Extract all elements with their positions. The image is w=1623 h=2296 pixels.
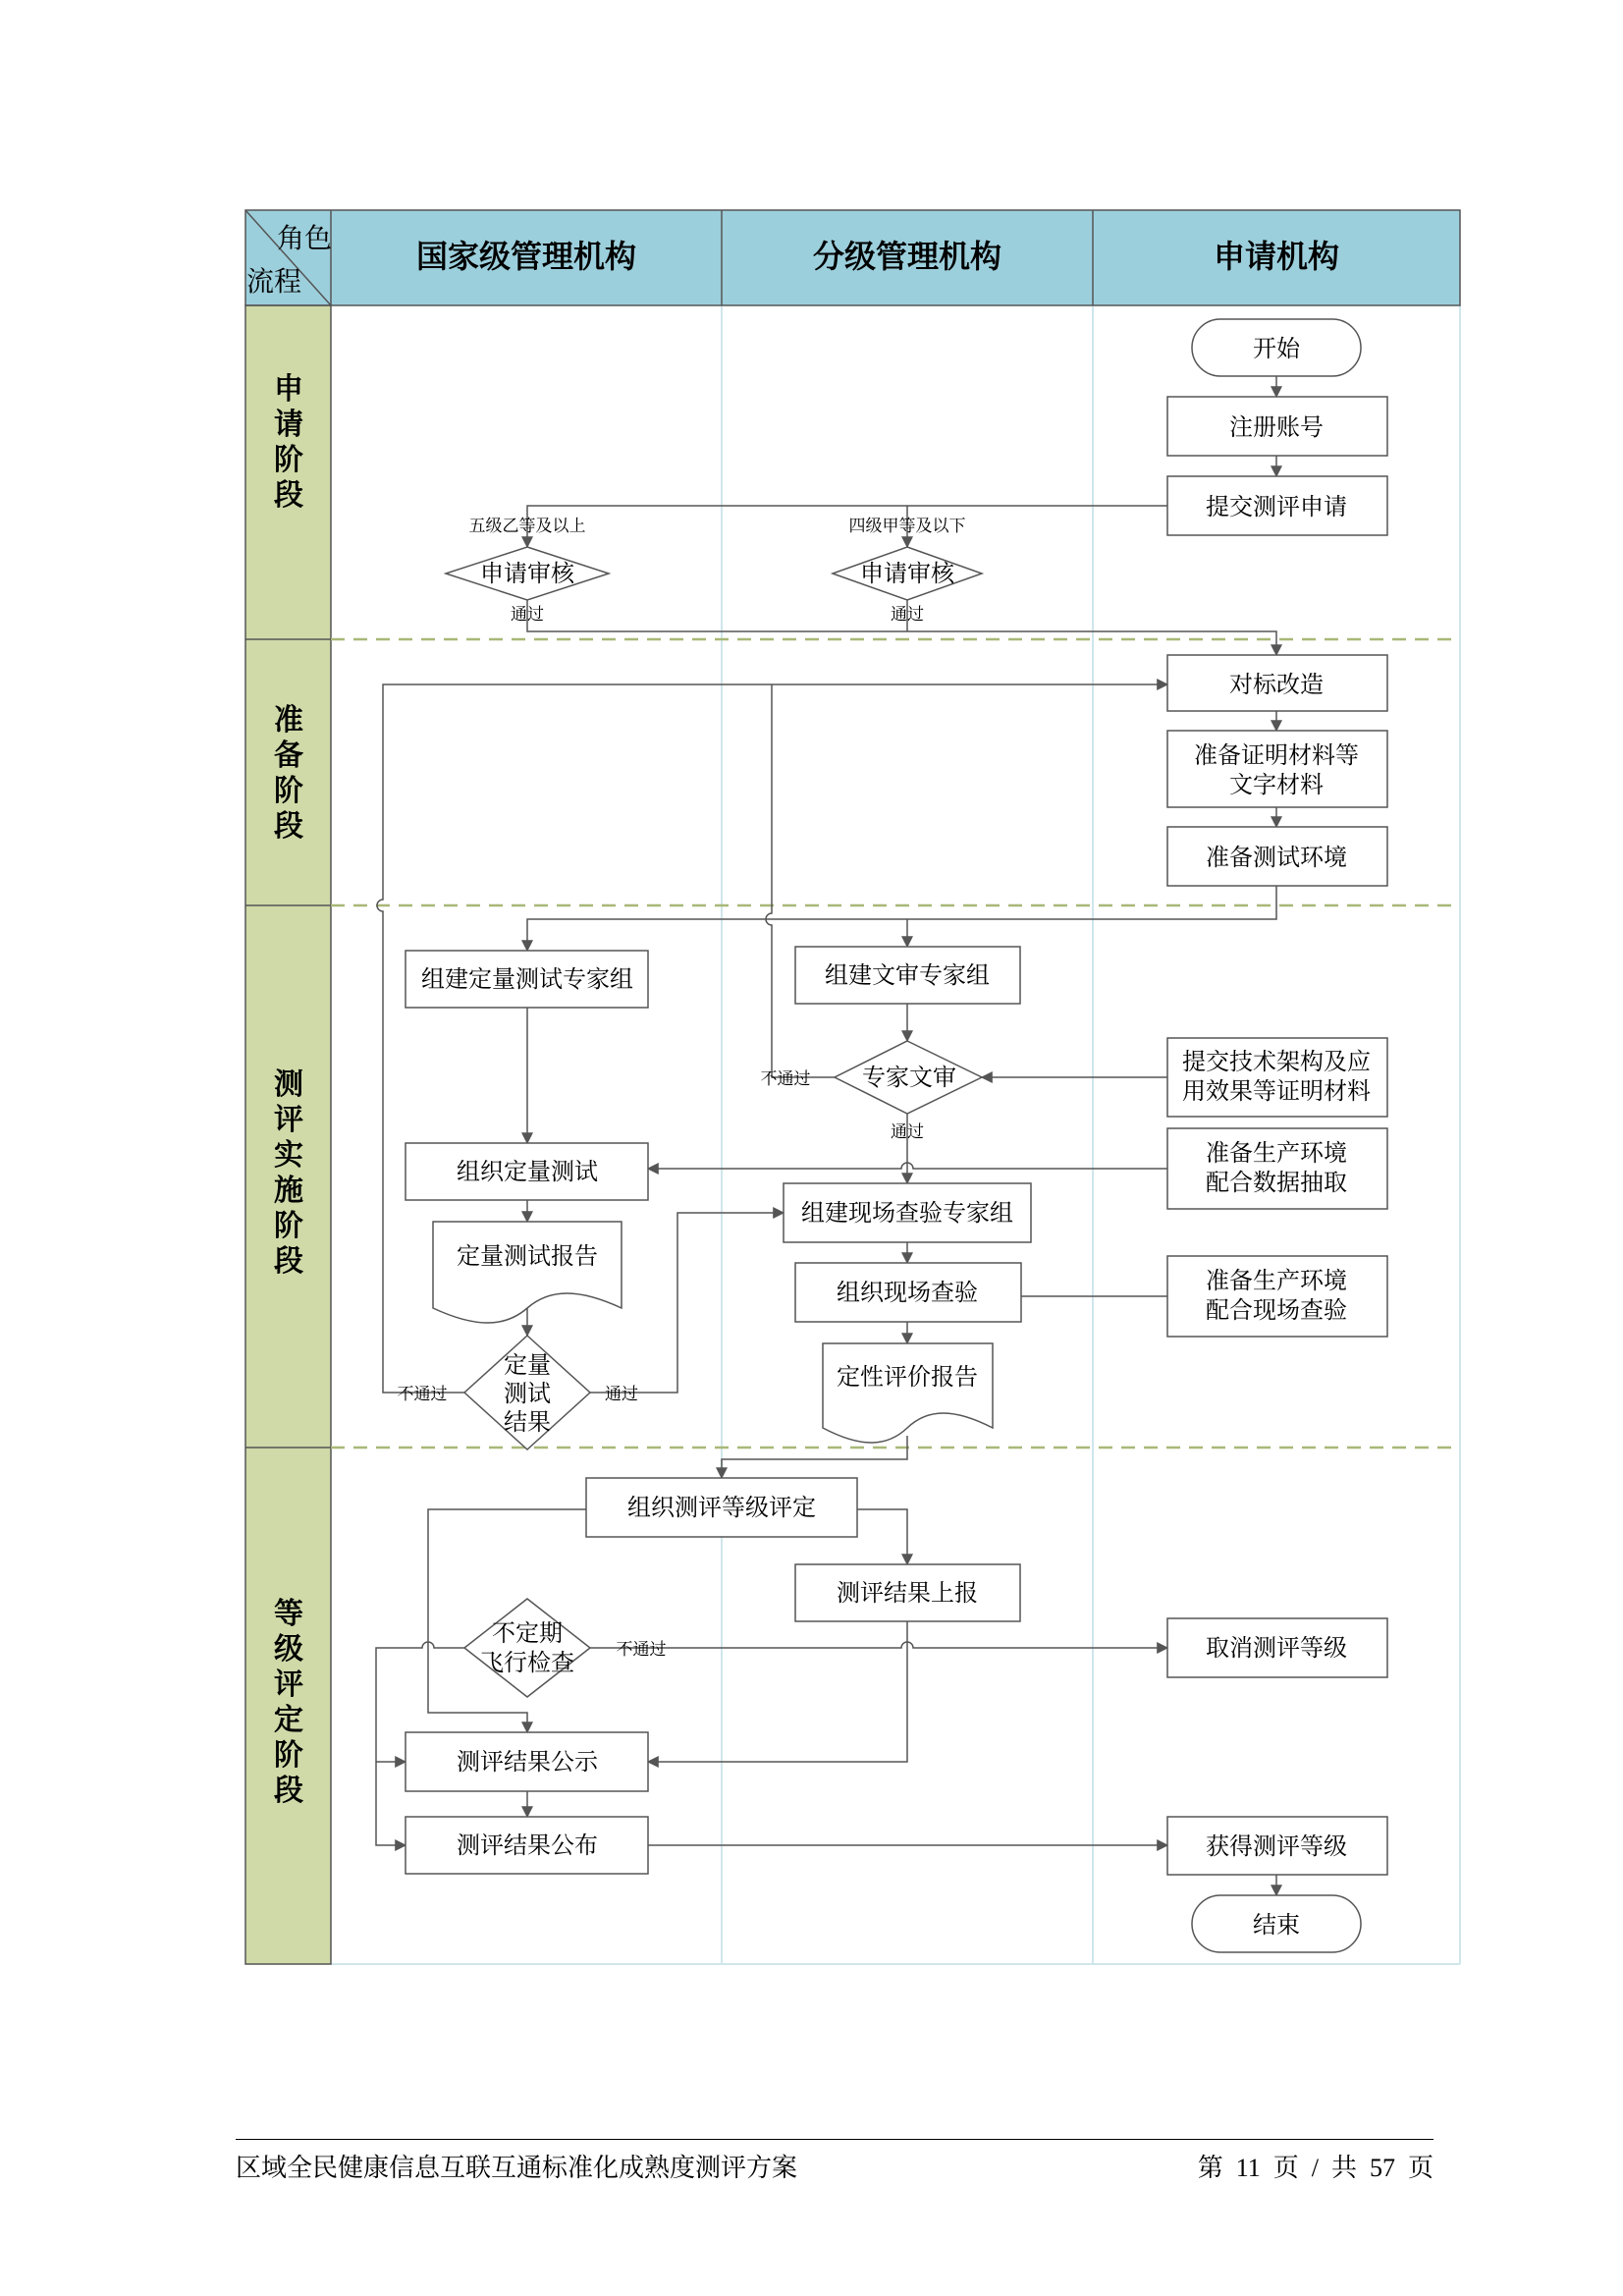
footer-page-number: 第 11 页 / 共 57 页 <box>1197 2154 1434 2182</box>
audit-national-label: 申请审核 <box>480 560 574 587</box>
quant-result-pass-label: 通过 <box>605 1385 638 1404</box>
publish-label: 测评结果公布 <box>457 1831 598 1859</box>
audit-branch-pass-label: 通过 <box>891 605 924 625</box>
qual-report-doc <box>823 1343 993 1443</box>
conn-grade-reportup <box>857 1509 907 1564</box>
conn-expert-fail-loop <box>766 684 835 1077</box>
doc-group-label: 组建文审专家组 <box>825 961 990 989</box>
end-label: 结束 <box>1253 1911 1300 1939</box>
conn-fly-cancel <box>590 1642 1167 1648</box>
expert-review-label: 专家文审 <box>862 1064 956 1091</box>
stage-label-implement: 测评实施阶段 <box>274 1067 303 1279</box>
quant-test-label: 组织定量测试 <box>457 1158 598 1185</box>
audit-national-pass-label: 通过 <box>511 605 544 625</box>
lane-header-applicant: 申请机构 <box>1213 238 1340 275</box>
conn-submit-audits <box>527 506 1167 547</box>
corner-process-label: 流程 <box>245 265 302 298</box>
expert-review-fail-label: 不通过 <box>760 1069 811 1089</box>
grade-label: 组织测评等级评定 <box>627 1494 816 1521</box>
expert-review-pass-label: 通过 <box>891 1122 924 1142</box>
audit-branch-label: 申请审核 <box>860 560 954 587</box>
quant-report-label: 定量测试报告 <box>457 1242 598 1270</box>
register-label: 注册账号 <box>1229 413 1324 441</box>
site-check-label: 组织现场查验 <box>837 1279 978 1306</box>
prod-env1-label: 准备生产环境配合数据抽取 <box>1206 1139 1347 1196</box>
stage-label-apply: 申请阶段 <box>274 372 303 513</box>
submit-label: 提交测评申请 <box>1206 493 1347 520</box>
fly-check-diamond <box>464 1599 590 1697</box>
conn-reportup-publicize <box>648 1621 907 1762</box>
quant-result-label: 定量测试结果 <box>504 1351 551 1436</box>
level4-label: 四级甲等及以下 <box>848 517 966 536</box>
quant-result-fail-label: 不通过 <box>397 1385 448 1404</box>
docs-label: 准备证明材料等文字材料 <box>1194 741 1359 798</box>
qual-report-label: 定性评价报告 <box>837 1363 978 1391</box>
prod-env2-label: 准备生产环境配合现场查验 <box>1206 1267 1347 1324</box>
env-label: 准备测试环境 <box>1206 844 1347 871</box>
publicize-label: 测评结果公示 <box>457 1748 598 1776</box>
stage-label-grading: 等级评定阶段 <box>274 1597 303 1808</box>
tech-docs-label: 提交技术架构及应用效果等证明材料 <box>1182 1048 1371 1105</box>
start-label: 开始 <box>1253 335 1300 362</box>
page-footer <box>236 2139 1434 2182</box>
benchmark-label: 对标改造 <box>1229 671 1324 698</box>
fly-check-label: 不定期飞行检查 <box>480 1619 574 1676</box>
corner-role-label: 角色 <box>276 222 333 254</box>
report-up-label: 测评结果上报 <box>837 1579 978 1607</box>
quant-report-doc <box>433 1222 622 1323</box>
footer-doc-title: 区域全民健康信息互联互通标准化成熟度测评方案 <box>236 2154 798 2182</box>
quant-group-label: 组建定量测试专家组 <box>421 965 633 993</box>
lane-header-branch: 分级管理机构 <box>812 238 1002 275</box>
cancel-label: 取消测评等级 <box>1206 1634 1347 1662</box>
stage-label-prepare: 准备阶段 <box>274 703 303 844</box>
level5-label: 五级乙等及以上 <box>468 517 586 536</box>
obtain-label: 获得测评等级 <box>1206 1832 1347 1860</box>
lane-header-national: 国家级管理机构 <box>415 238 637 275</box>
conn-env-groups <box>527 886 1276 951</box>
fly-check-fail-label: 不通过 <box>616 1640 667 1660</box>
site-group-label: 组建现场查验专家组 <box>801 1199 1013 1227</box>
